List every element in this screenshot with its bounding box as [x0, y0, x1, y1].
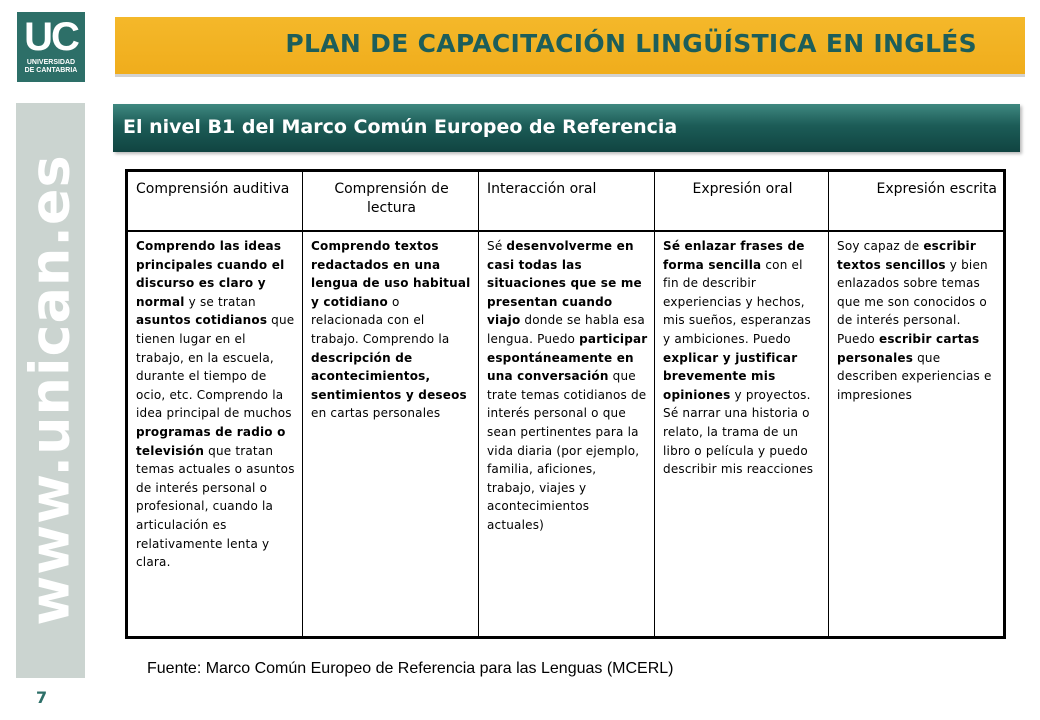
- cell-text: Soy capaz de: [837, 239, 924, 253]
- cell-expresion-escrita: [829, 231, 1005, 638]
- title-bar: [115, 17, 1025, 77]
- cell-text-bold: escribir textos sencillos: [837, 239, 976, 272]
- page-number: 7: [36, 688, 48, 707]
- cell-interaccion-oral: [479, 231, 655, 638]
- cell-text: o relacionada con el trabajo. Comprendo la: [311, 294, 450, 346]
- sidebar-url: www.unican.es: [18, 154, 82, 626]
- cell-text: con el fin de describir experiencias y hechos, mis sueños, esperanzas y ambiciones. Puedo: [663, 257, 811, 346]
- cell-text: y bien enlazados sobre temas que me son conocidos o de interés personal. Puedo: [837, 257, 988, 346]
- header-cell: Expresión oral: [655, 171, 829, 232]
- header-cell: Comprensión de lectura: [303, 171, 479, 232]
- cell-text: y se tratan: [184, 294, 256, 309]
- cell-comprension-auditiva: [127, 231, 303, 638]
- cell-text: en cartas personales: [311, 406, 441, 421]
- cell-text: que describen experiencias e impresiones: [837, 350, 992, 402]
- cell-text: que trate temas cotidianos de interés personal o que sean pertinentes para la vida diaria (por ejemplo, familia, aficiones, trabajo, viajes y acontecimientos actuales): [487, 369, 647, 532]
- header-cell: Interacción oral: [479, 171, 655, 232]
- cell-text-bold: escribir cartas personales: [837, 331, 980, 365]
- cell-text: donde se habla esa lengua. Puedo: [487, 313, 645, 346]
- skills-table: [125, 169, 1006, 639]
- cell-text-bold: Sé enlazar frases de forma sencilla: [663, 239, 805, 272]
- cell-text-bold: participar espontáneamente en una conversación: [487, 331, 648, 384]
- section-title: El nivel B1 del Marco Común Europeo de Referencia: [123, 116, 678, 138]
- cell-text-bold: explicar y justificar brevemente mis opiniones: [663, 350, 798, 402]
- subtitle-bar: [113, 104, 1020, 152]
- cell-comprension-lectura: [303, 231, 479, 638]
- cell-text: que tienen lugar en el trabajo, en la escuela, durante el tiempo de ocio, etc. Comprendo la idea principal de muchos: [136, 313, 295, 421]
- cell-text-bold: desenvolverme en casi todas las situaciones que se me presentan cuando viajo: [487, 239, 642, 328]
- logo-line-2: DE CANTABRIA: [24, 67, 78, 74]
- uc-logo: [17, 12, 85, 82]
- cell-text-bold: descripción de acontecimientos, sentimientos y deseos: [311, 350, 467, 402]
- logo-line-1: UNIVERSIDAD: [26, 59, 76, 66]
- header-cell: Comprensión auditiva: [127, 171, 303, 232]
- cell-expresion-oral: [655, 231, 829, 638]
- cell-text-bold: programas de radio o televisión: [136, 424, 286, 458]
- cell-text: que tratan temas actuales o asuntos de interés personal o profesional, cuando la articulación es relativamente lenta y clara.: [136, 443, 295, 570]
- logo-mark: UC: [24, 15, 78, 59]
- header-cell: Expresión escrita: [829, 171, 1005, 232]
- table-header-row: [127, 171, 1005, 232]
- cell-text-bold: Comprendo textos redactados en una lengua de uso habitual y cotidiano: [311, 239, 471, 309]
- cell-text: Sé: [487, 239, 507, 253]
- cell-text: y proyectos. Sé narrar una historia o relato, la trama de un libro o película y puedo describir mis reacciones: [663, 387, 814, 477]
- cell-text-bold: asuntos cotidianos: [136, 313, 268, 328]
- page-title: PLAN DE CAPACITACIÓN LINGÜÍSTICA EN INGLÉS: [285, 29, 977, 58]
- table-row: [127, 231, 1005, 638]
- cell-text-bold: Comprendo las ideas principales cuando el discurso es claro y normal: [136, 239, 285, 309]
- source-note: Fuente: Marco Común Europeo de Referencia para las Lenguas (MCERL): [147, 660, 674, 677]
